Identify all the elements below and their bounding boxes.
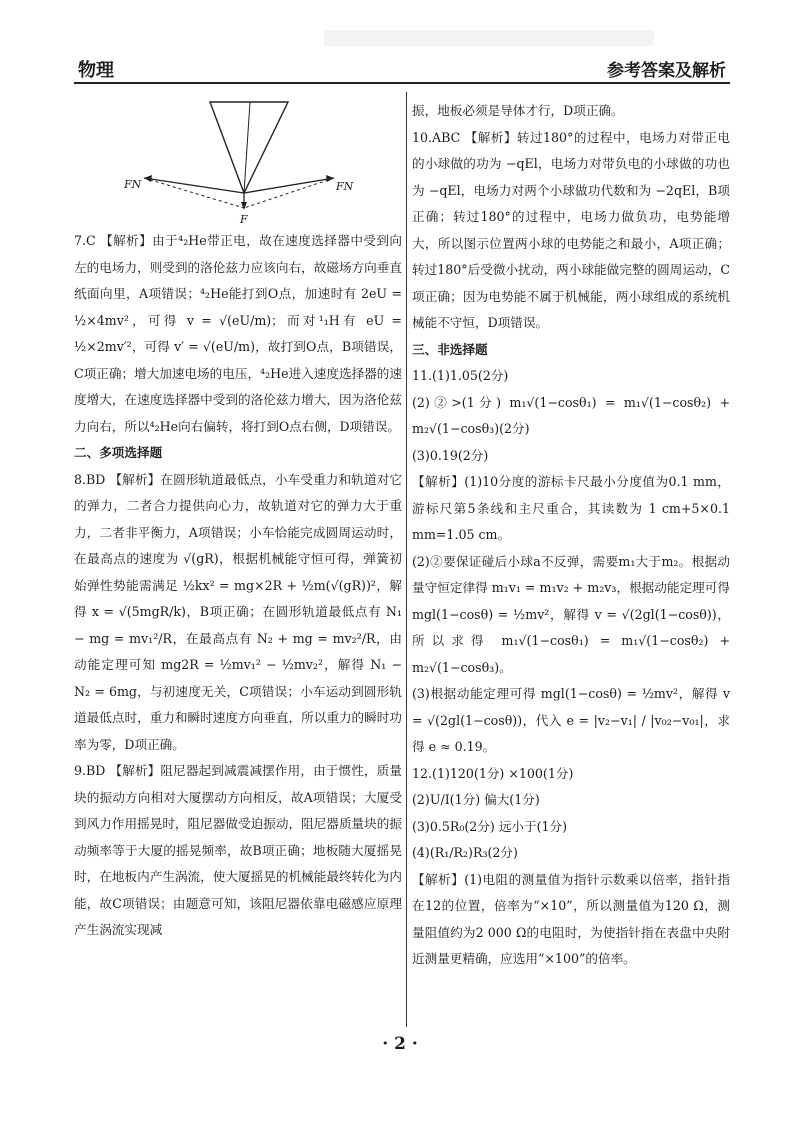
column-divider bbox=[406, 92, 407, 1027]
section-non-choice: 三、非选择题 bbox=[412, 341, 488, 357]
force-diagram-svg bbox=[74, 98, 402, 228]
page-header bbox=[74, 52, 730, 84]
section-multi-choice: 二、多项选择题 bbox=[74, 445, 163, 460]
answer-11-2: (2)②>(1分) m₁√(1−cosθ₁) = m₁√(1−cosθ₂) + m₂√(1−cosθ₃)(2分) bbox=[412, 394, 730, 436]
answer-9: 9.BD 【解析】阻尼器起到减震减摆作用，由于惯性，质量块的振动方向相对大厦摆动方向相反，故A项错误；大厦受到风力作用摇晃时，阻尼器做受迫振动，阻尼器质量块的振动频率等于大厦的摇晃频率，故B项正确；地板随大厦摇晃时，在地板内产生涡流，使大厦摇晃的机械能最终转化为内能，故C项错误；由题意可知，该阻尼器依靠电磁感应原理产生涡流实现减 bbox=[74, 763, 402, 937]
header-watermark-band bbox=[324, 30, 654, 46]
page-number: · 2 · bbox=[382, 1034, 418, 1054]
answer-12-1: 12.(1)120(1分) ×100(1分) bbox=[412, 765, 574, 781]
answer-12-2: (2)U/I(1分) 偏大(1分) bbox=[412, 792, 540, 807]
answer-11-3: (3)0.19(2分) bbox=[412, 447, 489, 463]
answer-10: 10.ABC 【解析】转过180°的过程中，电场力对带正电的小球做的功为 −qEl，电场力对带负电的小球做的功也为 −qEl，电场力对两个小球做功代数和为 −2qEl，B项正确；转过180°的过程中，电场力做负功，电势能增大，所以图示位置两小球的电势能之和最小，A项正确；转过180°后受微小扰动，两小球能做完整的圆周运动，C项正确；因为电势能不属于机械能，两小球组成的系统机械能不守恒，D项错误。 bbox=[412, 129, 730, 330]
right-column bbox=[412, 98, 730, 973]
analysis-11-3: (3)根据动能定理可得 mgl(1−cosθ) = ½mv²，解得 v = √(2gl(1−cosθ))，代入 e = |v₂−v₁| / |v₀₂−v₀₁|，求得 e ≈ 0.19。 bbox=[412, 686, 730, 754]
answer-title: 参考答案及解析 bbox=[607, 61, 726, 81]
answer-12-4: (4)(R₁/R₂)R₃(2分) bbox=[412, 845, 518, 860]
left-column bbox=[74, 98, 402, 944]
answer-9-continued: 振，地板必须是导体才行，D项正确。 bbox=[412, 103, 624, 118]
force-label-right: FN bbox=[336, 180, 354, 193]
force-label-bottom: F bbox=[240, 213, 248, 226]
analysis-11-1: 【解析】(1)10分度的游标卡尺最小分度值为0.1 mm，游标尺第5条线和主尺重合，其读数为 1 cm+5×0.1 mm=1.05 cm。 bbox=[412, 474, 730, 542]
answer-8: 8.BD 【解析】在圆形轨道最低点，小车受重力和轨道对它的弹力，二者合力提供向心力，故轨道对它的弹力大于重力，二者非平衡力，A项错误；小车恰能完成圆周运动时，在最高点的速度为 √(gR)，根据机械能守恒可得，弹簧初始弹性势能需满足 ½kx² = mg×2R + ½m(√(gR))²，解得 x = √(5mgR/k)，B项正确；在圆形轨道最低点有 N₁ − mg = mv₁²/R，在最高点有 N₂ + mg = mv₂²/R，由动能定理可知 mg2R = ½mv₁² − ½mv₂²，解得 N₁ − N₂ = 6mg，与初速度无关，C项错误；小车运动到圆形轨道最低点时，重力和瞬时速度方向垂直，所以重力的瞬时功率为零，D项正确。 bbox=[74, 471, 402, 752]
force-diagram bbox=[74, 98, 402, 228]
force-label-left: FN bbox=[124, 178, 142, 191]
analysis-12-1: 【解析】(1)电阻的测量值为指针示数乘以倍率，指针指在12的位置，倍率为“×10”，所以测量值为120 Ω，测量阻值约为2 000 Ω的电阻时，为使指针指在表盘中央附近测量更精确，应选用“×100”的倍率。 bbox=[412, 871, 730, 966]
subject-label: 物理 bbox=[78, 60, 114, 81]
analysis-11-2: (2)②要保证碰后小球a不反弹，需要m₁大于m₂。根据动量守恒定律得 m₁v₁ = m₁v₂ + m₂v₃，根据动能定理可得 mgl(1−cosθ) = ½mv²，解得 v = √(2gl(1−cosθ))，所以求得 m₁√(1−cosθ₁) = m₁√(1−cosθ₂) + m₂√(1−cosθ₃)。 bbox=[412, 553, 730, 675]
answer-7: 7.C 【解析】由于⁴₂He带正电，故在速度选择器中受到向左的电场力，则受到的洛伦兹力应该向右，故磁场方向垂直纸面向里，A项错误；⁴₂He能打到O点，加速时有 2eU = ½×4mv²，可得 v = √(eU/m)；而对¹₁H有 eU = ½×2mv′²，可得 v′ = √(eU/m)，故打到O点，B项错误，C项正确；增大加速电场的电压，⁴₂He进入速度选择器的速度增大，在速度选择器中受到的洛伦兹力增大，因为洛伦兹力向右，所以⁴₂He向右偏转，将打到O点右侧，D项错误。 bbox=[74, 233, 402, 434]
answer-12-3: (3)0.5R₀(2分) 远小于(1分) bbox=[412, 818, 568, 834]
answer-11-1: 11.(1)1.05(2分) bbox=[412, 368, 509, 383]
